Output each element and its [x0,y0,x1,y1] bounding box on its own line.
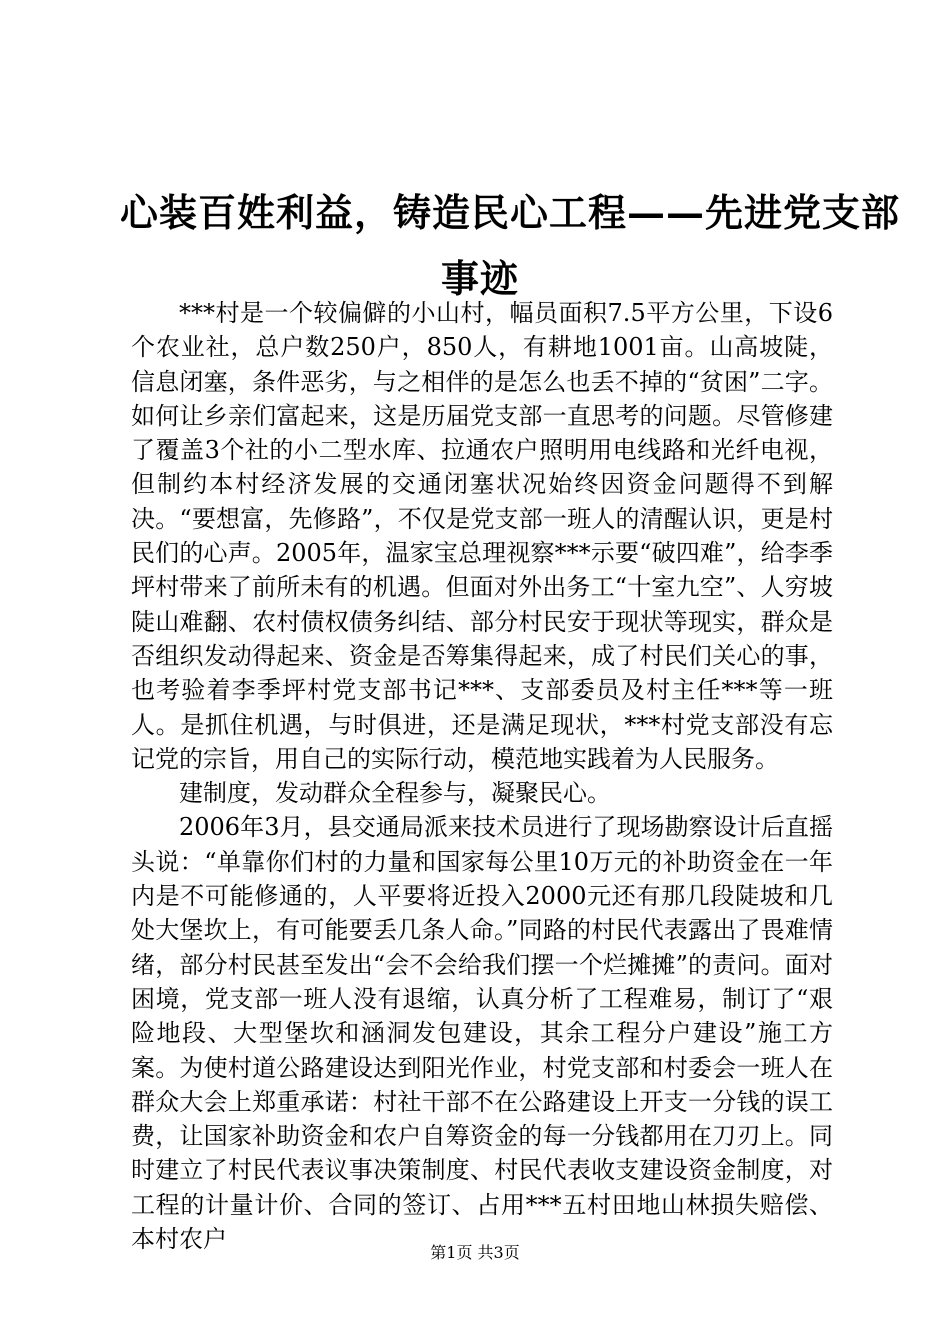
title-line-1: 心装百姓利益，铸造民心工程——先进党支部 [120,190,901,235]
page-footer: 第1页 共3页 [430,1243,520,1262]
title-line-2: 事迹 [440,256,519,301]
paragraph-2006: 2006年3月，县交通局派来技术员进行了现场勘察设计后直摇头说：“单靠你们村的力量和国家每公里10万元的补助资金在一年内是不可能修通的，人平要将近投入2000元还有那几段陡坡和几处大堡坎上，有可能要丢几条人命。”同路的村民代表露出了畏难情绪，部分村民甚至发出“会不会给我们摆一个烂摊摊”的责问。面对困境，党支部一班人没有退缩，认真分析了工程难易，制订了“艰险地段、大型堡坎和涵洞发包建设，其余工程分户建设”施工方案。为使村道公路建设达到阳光作业，村党支部和村委会一班人在群众大会上郑重承诺：村社干部不在公路建设上开支一分钱的误工费，让国家补助资金和农户自筹资金的每一分钱都用在刀刃上。同时建立了村民代表议事决策制度、村民代表收支建设资金制度，对工程的计量计价、合同的签订、占用***五村田地山林损失赔偿、本村农户 [131,813,833,1254]
paragraph-intro: ***村是一个较偏僻的小山村，幅员面积7.5平方公里，下设6个农业社，总户数250户，850人，有耕地1001亩。山高坡陡，信息闭塞，条件恶劣，与之相伴的是怎么也丢不掉的“贫困”二字。如何让乡亲们富起来，这是历届党支部一直思考的问题。尽管修建了覆盖3个社的小二型水库、拉通农户照明用电线路和光纤电视，但制约本村经济发展的交通闭塞状况始终因资金问题得不到解决。“要想富，先修路”，不仅是党支部一班人的清醒认识，更是村民们的心声。2005年，温家宝总理视察***示要“破四难”，给李季坪村带来了前所未有的机遇。但面对外出务工“十室九空”、人穷坡陡山难翻、农村债权债务纠结、部分村民安于现状等现实，群众是否组织发动得起来、资金是否筹集得起来，成了村民们关心的事，也考验着李季坪村党支部书记***、支部委员及村主任***等一班人。是抓住机遇，与时俱进，还是满足现状，***村党支部没有忘记党的宗旨，用自己的实际行动，模范地实践着为人民服务。 [131,299,833,773]
paragraph-heading: 建制度，发动群众全程参与，凝聚民心。 [179,779,611,808]
document-body [131,296,833,1256]
document-title [120,180,901,312]
